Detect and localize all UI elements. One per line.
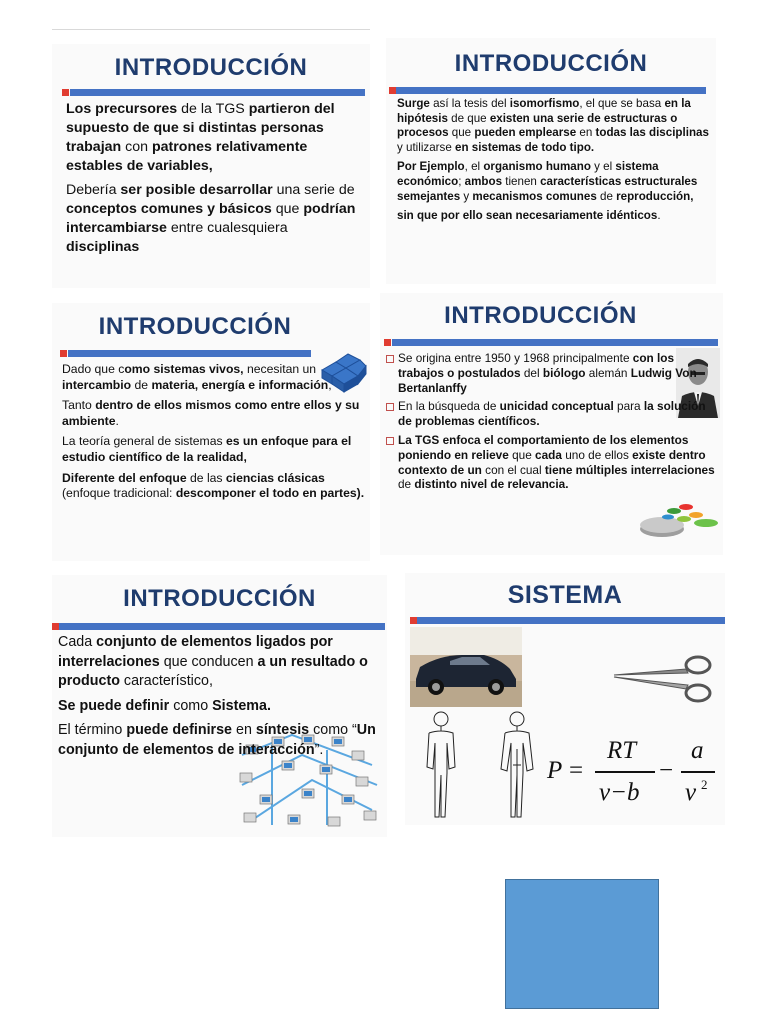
bold-text-run: es un enfoque para el estudio científico de la realidad, bbox=[62, 434, 352, 464]
text-run: tienen bbox=[502, 174, 541, 188]
bold-text-run: existe dentro contexto de un bbox=[398, 447, 706, 477]
title-bar bbox=[59, 623, 385, 630]
text-run: así la tesis del bbox=[429, 97, 510, 110]
slide-title: SISTEMA bbox=[507, 581, 623, 609]
bullet-square-icon bbox=[386, 355, 394, 363]
title-bar bbox=[68, 350, 311, 357]
bold-text-run: Los precursores bbox=[66, 101, 178, 117]
text-run: , bbox=[328, 377, 332, 392]
slide-title: INTRODUCCIÓN bbox=[98, 313, 292, 340]
bold-text-run: materia, energía e información bbox=[151, 377, 329, 392]
bold-text-run: a un resultado o producto bbox=[58, 653, 368, 689]
bullet-square-icon bbox=[386, 403, 394, 411]
text-run: ; bbox=[458, 174, 465, 188]
slide-body bbox=[386, 351, 720, 496]
slide-number bbox=[410, 617, 417, 624]
paragraph bbox=[58, 721, 378, 760]
paragraph bbox=[58, 633, 378, 692]
text-run: en bbox=[576, 126, 596, 140]
text-run: necesitan un bbox=[243, 362, 317, 376]
text-run: una serie de bbox=[272, 182, 355, 198]
bold-text-run: síntesis bbox=[255, 722, 310, 738]
paragraph bbox=[58, 697, 378, 717]
slide-body bbox=[58, 633, 378, 765]
bold-text-run: ser posible desarrollar bbox=[120, 182, 273, 198]
fraction-line-2 bbox=[681, 771, 715, 773]
text-run: de bbox=[596, 189, 617, 203]
bold-text-run: tiene múltiples interrelaciones bbox=[544, 462, 715, 477]
text-run: . bbox=[115, 413, 119, 428]
text-run: que conducen bbox=[159, 653, 258, 670]
bold-text-run: biólogo bbox=[542, 365, 586, 380]
paragraph bbox=[66, 181, 364, 257]
bold-text-run: conjunto de elementos ligados por interrelaciones bbox=[58, 634, 333, 670]
paragraph bbox=[62, 434, 370, 465]
equation-exponent: 2 bbox=[701, 777, 708, 792]
paragraph bbox=[62, 398, 370, 429]
equation-denominator-2: v bbox=[685, 779, 697, 806]
title-bar bbox=[396, 87, 706, 94]
slide-title: INTRODUCCIÓN bbox=[114, 54, 308, 81]
equation-numerator-2: a bbox=[691, 737, 704, 764]
bold-text-run: Surge bbox=[397, 97, 430, 110]
text-run: característico, bbox=[119, 673, 213, 689]
text-run: Debería bbox=[66, 182, 121, 198]
bold-text-run: omo sistemas vivos, bbox=[124, 362, 244, 376]
slide-title: INTRODUCCIÓN bbox=[444, 302, 637, 329]
slide-number bbox=[52, 623, 59, 630]
bold-text-run: sistema económico bbox=[397, 160, 659, 188]
slide-2 bbox=[386, 38, 716, 284]
text-run: de bbox=[131, 377, 152, 392]
paragraph bbox=[62, 471, 370, 502]
bold-text-run: Se puede definir bbox=[58, 697, 170, 714]
text-run: de bbox=[398, 477, 415, 492]
text-run: alemán bbox=[585, 365, 631, 380]
title-bar bbox=[70, 89, 365, 96]
text-run: que bbox=[448, 126, 475, 140]
paragraph bbox=[397, 160, 709, 204]
slide-number bbox=[60, 350, 67, 357]
text-run: de la TGS bbox=[177, 101, 249, 117]
bullet-text bbox=[398, 399, 720, 429]
text-run: como “ bbox=[309, 722, 357, 738]
bold-text-run: organismo humano bbox=[483, 160, 591, 174]
bold-text-run: Ludwig Von Bertanlanffy bbox=[398, 365, 697, 395]
text-run: y utilizarse bbox=[397, 140, 455, 154]
slide-body bbox=[397, 97, 709, 229]
text-run: Cada bbox=[58, 634, 97, 650]
text-run: para bbox=[613, 399, 644, 414]
text-run: con bbox=[121, 139, 152, 155]
bold-text-run: patrones relativamente estables de variables, bbox=[66, 139, 308, 174]
text-run: Se origina entre 1950 y 1968 principalmente bbox=[398, 351, 633, 365]
bold-text-run: características estructurales semejantes bbox=[397, 174, 698, 203]
fraction-line-1 bbox=[595, 771, 655, 773]
paragraph bbox=[386, 399, 720, 429]
bold-text-run: La TGS enfoca el comportamiento de los elementos poniendo en relieve bbox=[398, 432, 689, 462]
bold-text-run: distinto nivel de relevancia. bbox=[414, 477, 569, 492]
text-run: y bbox=[460, 189, 473, 203]
blue-rectangle-shape bbox=[505, 879, 659, 1009]
text-run: que bbox=[271, 201, 304, 217]
bullet-text bbox=[398, 351, 720, 395]
text-run: , el que se basa bbox=[579, 97, 665, 110]
bold-text-run: puede definirse bbox=[126, 722, 233, 738]
bold-text-run: todas las disciplinas bbox=[595, 126, 709, 140]
slide-1 bbox=[52, 44, 370, 288]
equation-minus: − bbox=[659, 757, 674, 784]
bold-text-run: Sistema. bbox=[212, 697, 271, 714]
bold-text-run: isomorfismo bbox=[509, 97, 580, 110]
bold-text-run: existen una serie de estructuras o procesos bbox=[397, 111, 678, 140]
bold-text-run: Diferente del enfoque bbox=[62, 470, 187, 485]
text-run: de que bbox=[447, 111, 490, 125]
bold-text-run: la solución de problemas científicos. bbox=[398, 399, 706, 429]
equation-equals: = bbox=[569, 757, 584, 784]
paragraph bbox=[66, 100, 364, 176]
scissors-icon bbox=[610, 645, 720, 715]
paragraph bbox=[397, 209, 709, 224]
paragraph bbox=[386, 433, 720, 492]
paragraph bbox=[386, 351, 720, 395]
text-run: y el bbox=[590, 160, 616, 174]
slide-title: INTRODUCCIÓN bbox=[123, 585, 316, 612]
bullet-text bbox=[398, 433, 720, 492]
slide-number bbox=[389, 87, 396, 94]
pie-chart-icon bbox=[638, 493, 720, 543]
car-photo bbox=[410, 627, 522, 707]
paragraph bbox=[397, 97, 709, 155]
bold-text-run: Un conjunto de elementos de interacción bbox=[58, 722, 376, 758]
bold-text-run: dentro de ellos mismos como entre ellos y su ambiente bbox=[62, 398, 360, 428]
bold-text-run: disciplinas bbox=[66, 239, 140, 255]
bold-text-run: intercambio bbox=[62, 377, 132, 392]
slide-body bbox=[62, 362, 370, 507]
text-run: (enfoque tradicional: bbox=[62, 486, 176, 501]
text-run: del bbox=[520, 365, 543, 380]
bold-text-run: podrían intercambiarse bbox=[66, 201, 356, 236]
text-run: , el bbox=[464, 160, 484, 174]
text-run: de las bbox=[186, 470, 226, 485]
bold-text-run: ambos bbox=[464, 174, 503, 188]
bold-text-run: ciencias clásicas bbox=[225, 470, 325, 485]
slide-5 bbox=[52, 575, 387, 837]
text-run: que bbox=[508, 447, 536, 462]
slide-number bbox=[384, 339, 391, 346]
bold-text-run: en sistemas de todo tipo. bbox=[455, 140, 595, 154]
text-run: La teoría general de sistemas bbox=[62, 434, 226, 449]
bold-text-run: cada bbox=[535, 447, 562, 462]
paragraph bbox=[62, 362, 370, 393]
text-run: uno de ellos bbox=[561, 447, 633, 462]
text-run: con el cual bbox=[481, 462, 545, 477]
bold-text-run: descomponer el todo en partes). bbox=[175, 486, 365, 501]
text-run: entre cualesquiera bbox=[166, 220, 288, 236]
slide-4 bbox=[380, 293, 723, 555]
bold-text-run: unicidad conceptual bbox=[499, 399, 614, 414]
equation-numerator-1: RT bbox=[607, 737, 637, 764]
text-run: . bbox=[657, 209, 661, 223]
slide-title: INTRODUCCIÓN bbox=[454, 50, 648, 77]
text-run: ”. bbox=[314, 741, 324, 758]
text-run: En la búsqueda de bbox=[398, 399, 500, 414]
top-divider bbox=[52, 29, 370, 30]
slide-body bbox=[66, 100, 364, 262]
slide-3 bbox=[52, 303, 370, 561]
slide-6 bbox=[405, 573, 725, 825]
bold-text-run: reproducción, bbox=[616, 189, 694, 203]
bold-text-run: pueden emplearse bbox=[474, 126, 577, 140]
bold-text-run: conceptos comunes y básicos bbox=[66, 201, 272, 217]
bold-text-run: Por Ejemplo bbox=[397, 160, 465, 174]
bullet-square-icon bbox=[386, 437, 394, 445]
text-run: Dado que c bbox=[62, 362, 125, 376]
text-run: en bbox=[232, 722, 256, 738]
text-run: El término bbox=[58, 722, 127, 738]
equation bbox=[547, 733, 722, 813]
human-body-figures bbox=[413, 709, 553, 821]
bold-text-run: con los trabajos o postulados bbox=[398, 351, 675, 380]
text-run: Tanto bbox=[62, 398, 96, 413]
slide-number bbox=[62, 89, 69, 96]
bold-text-run: mecanismos comunes bbox=[472, 189, 597, 203]
bold-text-run: partieron del supuesto de que si distintas personas trabajan bbox=[66, 101, 335, 155]
text-run: como bbox=[169, 697, 213, 714]
bold-text-run: en la hipótesis bbox=[397, 97, 691, 125]
equation-lhs: P bbox=[547, 757, 563, 784]
title-bar bbox=[417, 617, 725, 624]
bold-text-run: sin que por ello sean necesariamente idénticos bbox=[397, 209, 658, 223]
equation-denominator-1: v−b bbox=[599, 779, 640, 806]
title-bar bbox=[392, 339, 718, 346]
